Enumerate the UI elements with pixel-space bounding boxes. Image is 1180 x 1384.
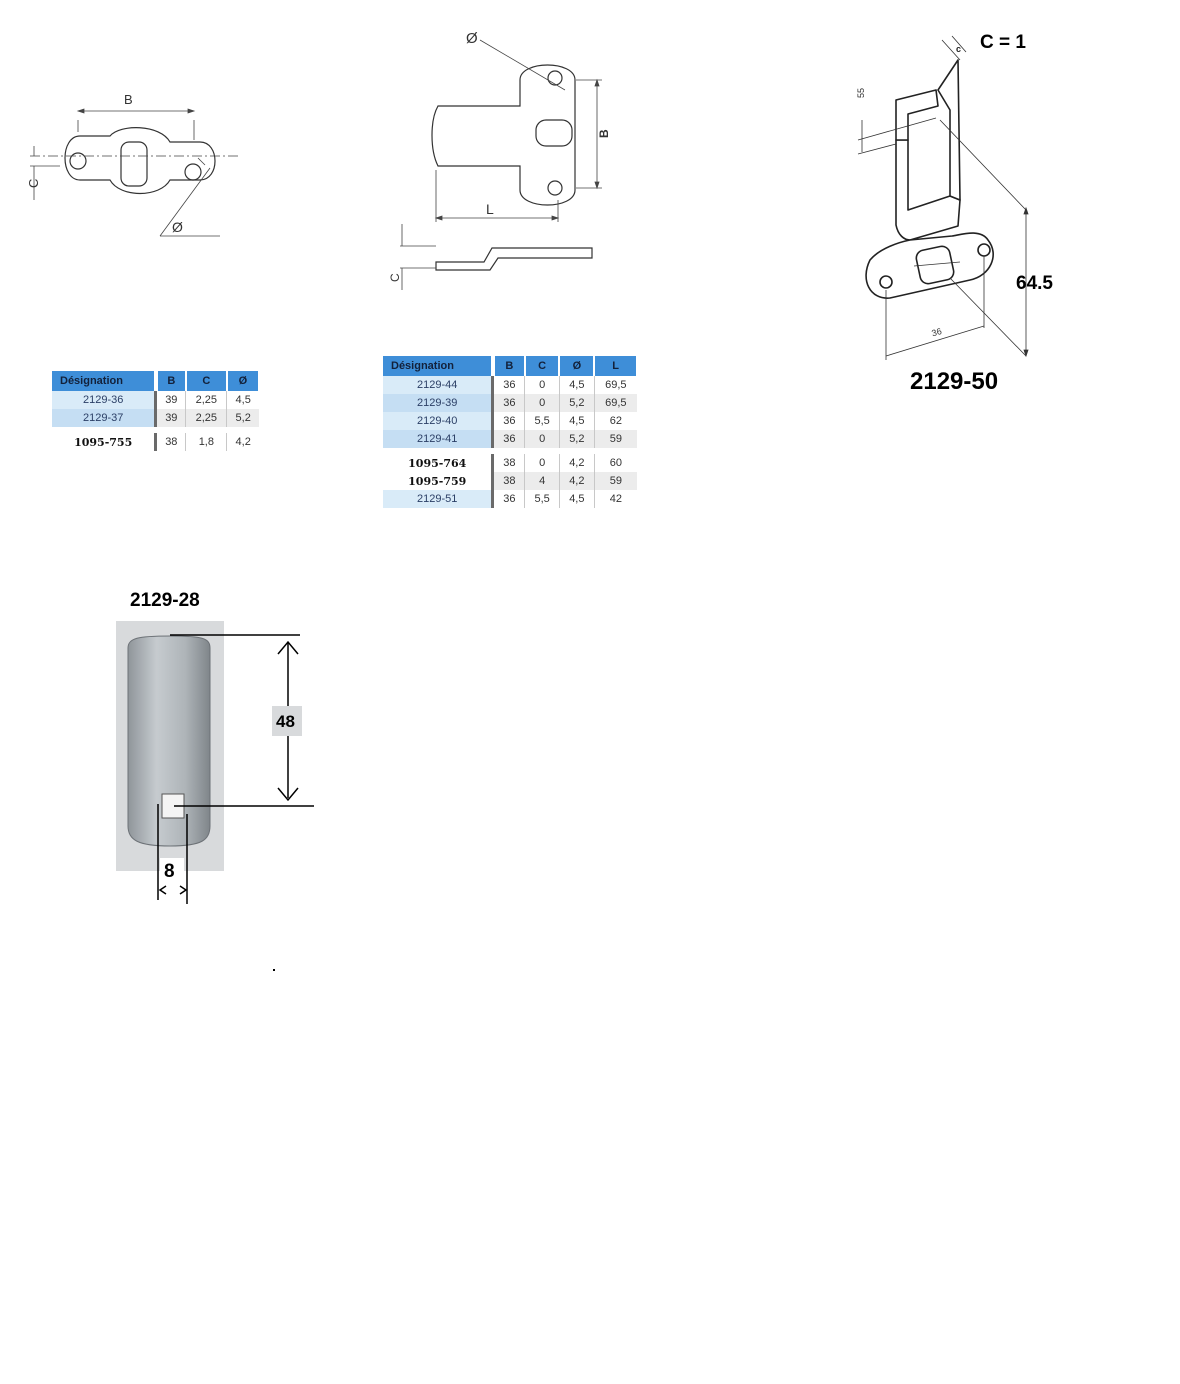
cam-drawing-2	[380, 20, 620, 300]
dim-c-small-label: c	[956, 44, 962, 54]
dim-c-label: C	[388, 273, 402, 282]
cell-l: 60	[594, 451, 637, 472]
cell-c: 5,5	[525, 412, 560, 430]
cell-designation: 2129-39	[383, 394, 493, 412]
cell-c: 4	[525, 472, 560, 490]
upright	[938, 60, 960, 200]
cell-c: 1,8	[186, 430, 227, 451]
header-l: L	[594, 356, 637, 376]
cell-designation: 1095-755	[52, 430, 156, 451]
cell-designation: 2129-37	[52, 409, 156, 430]
table-row	[383, 394, 637, 412]
dim-55-label: 55	[856, 87, 866, 98]
cell-c: 2,25	[186, 409, 227, 430]
cell-phi: 4,5	[559, 376, 594, 394]
dim-phi-label: Ø	[172, 219, 183, 235]
cell-b: 36	[493, 412, 525, 430]
cell-l: 42	[609, 493, 622, 505]
dim-l-label: L	[486, 201, 494, 217]
cell-b: 38	[156, 430, 186, 451]
bottom-hole	[548, 181, 562, 195]
cell-phi: 4,5	[559, 412, 594, 430]
cell-b: 36	[493, 430, 525, 451]
cam-drawing-3	[840, 30, 1070, 370]
cell-designation: 2129-51	[383, 490, 493, 508]
table-row	[383, 376, 637, 394]
left-hole	[880, 276, 892, 288]
cell-b: 36	[493, 490, 525, 508]
hook-tab	[896, 90, 938, 140]
part-photo	[110, 618, 330, 908]
cell-c: 0	[525, 394, 560, 412]
header-b: B	[156, 371, 186, 391]
cell-c: 5,5	[525, 490, 560, 508]
cell-b: 39	[156, 391, 186, 409]
header-c: C	[525, 356, 560, 376]
table-row	[52, 430, 259, 451]
cam-drawing-1	[20, 80, 250, 250]
cell-l: 59	[594, 472, 637, 490]
dim-645-label: 64.5	[1016, 273, 1053, 294]
cell-l: 69,5	[594, 394, 637, 412]
table-row	[383, 472, 637, 490]
cell-designation: 2129-36	[52, 391, 156, 409]
cell-b: 39	[156, 409, 186, 430]
cell-b: 38	[493, 451, 525, 472]
cell-designation: 1095-764	[383, 451, 493, 472]
cell-c: 0	[525, 451, 560, 472]
cell-phi: 4,5	[559, 490, 594, 508]
side-profile	[436, 248, 592, 270]
cell-phi: 4,2	[559, 472, 594, 490]
square-hole	[536, 120, 572, 146]
cell-designation: 1095-759	[383, 472, 493, 490]
header-b: B	[493, 356, 525, 376]
cell-b: 36	[493, 394, 525, 412]
dim-48-label: 48	[276, 712, 295, 731]
dim-phi-label: Ø	[466, 30, 478, 47]
dim-c-label: C	[26, 178, 41, 188]
cam-outline	[65, 128, 215, 194]
table-row	[52, 409, 259, 430]
spec-table-2	[383, 356, 638, 508]
dim-36-label: 36	[930, 326, 943, 339]
cell-phi: 4,2	[559, 451, 594, 472]
right-hole	[978, 244, 990, 256]
dim-b-label: B	[124, 92, 133, 107]
cell-phi: 4,5	[235, 394, 251, 406]
table-header-row	[52, 371, 259, 391]
part-number-2129-50: 2129-50	[910, 368, 999, 395]
cell-c: 0	[525, 430, 560, 451]
part-number-2129-28: 2129-28	[130, 590, 200, 611]
stray-dot	[273, 969, 275, 971]
header-phi: Ø	[227, 371, 259, 391]
cell-designation: 2129-40	[383, 412, 493, 430]
header-phi: Ø	[559, 356, 594, 376]
dim-8-label: 8	[164, 861, 175, 882]
table-row	[383, 490, 637, 508]
table-row	[383, 451, 637, 472]
cell-l: 59	[594, 430, 637, 451]
cell-b: 38	[493, 472, 525, 490]
top-hole	[548, 71, 562, 85]
c-value-label: C = 1	[980, 32, 1026, 53]
cell-l: 62	[609, 415, 622, 427]
table-header-row	[383, 356, 637, 376]
spec-table-1	[52, 371, 260, 451]
header-designation: Désignation	[52, 371, 156, 391]
header-c: C	[186, 371, 227, 391]
dim-b-label: B	[597, 129, 611, 138]
cell-designation: 2129-44	[383, 376, 493, 394]
cell-phi: 5,2	[227, 409, 259, 430]
cell-l: 69,5	[605, 379, 627, 391]
cell-c: 2,25	[186, 391, 227, 409]
header-designation: Désignation	[383, 356, 493, 376]
cell-designation: 2129-41	[383, 430, 493, 451]
cell-c: 0	[525, 376, 560, 394]
table-row	[383, 430, 637, 451]
cell-phi: 5,2	[559, 430, 594, 451]
table-row	[383, 412, 637, 430]
table-row	[52, 391, 259, 409]
cell-phi: 5,2	[559, 394, 594, 412]
cell-b: 36	[493, 376, 525, 394]
cell-phi: 4,2	[227, 430, 259, 451]
